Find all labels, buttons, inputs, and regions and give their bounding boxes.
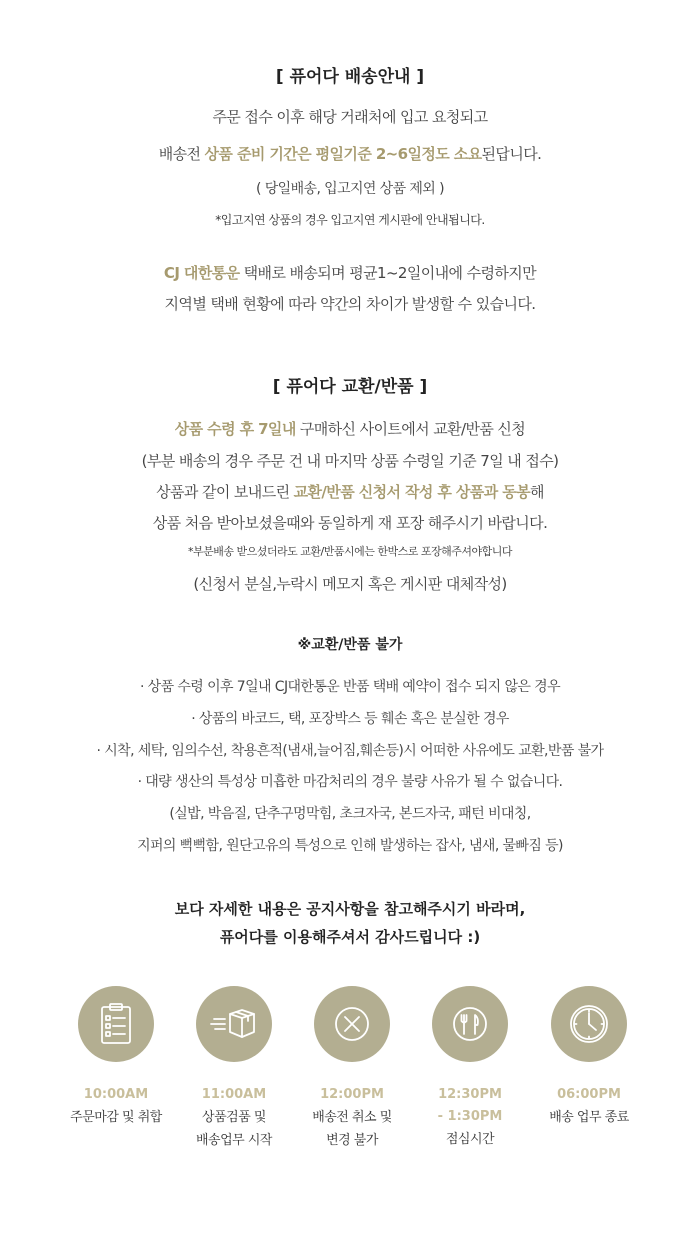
exchange-line-3: [0, 481, 700, 502]
exchange-line-3-post: 해: [529, 483, 544, 501]
exchange-line-2: (부분 배송의 경우 주문 건 내 마지막 상품 수령일 기준 7일 내 접수): [141, 452, 559, 470]
unavailable-title: ※교환/반품 불가: [297, 637, 403, 653]
delivery-note: *입고지연 상품의 경우 입고지연 게시판에 안내됩니다.: [215, 213, 485, 227]
schedule-label: 배송업무 시작: [196, 1133, 272, 1148]
schedule-label: 점심시간: [445, 1132, 495, 1147]
schedule-time: 11:00AM: [201, 1087, 267, 1102]
unavailable-item: 지퍼의 뻑뻑함, 원단고유의 특성으로 인해 발생하는 잡사, 냄새, 물빠짐 등): [137, 838, 563, 854]
schedule-item-end: [529, 986, 649, 1129]
schedule-item-lunch: [410, 986, 530, 1151]
clipboard-icon: [78, 986, 154, 1062]
schedule-label: 배송 업무 종료: [549, 1110, 629, 1125]
delivery-line-2-pre: 배송전: [158, 145, 205, 163]
delivery-line-2: [0, 143, 700, 164]
schedule-label: 변경 불가: [326, 1133, 378, 1148]
exchange-line-4: 상품 처음 받아보셨을때와 동일하게 재 포장 해주시기 바랍니다.: [152, 514, 548, 532]
schedule-item-cancel-deadline: [292, 986, 412, 1152]
delivery-line-2-post: 된답니다.: [481, 145, 542, 163]
exchange-line-1: [0, 418, 700, 439]
delivery-period-highlight: 상품 준비 기간은 평일기준 2~6일정도 소요: [204, 145, 482, 163]
delivery-line-3: ( 당일배송, 입고지연 상품 제외 ): [256, 181, 444, 197]
schedule-time-end: - 1:30PM: [437, 1109, 503, 1124]
closing-line-2: 퓨어다를 이용해주셔서 감사드립니다 :): [219, 928, 481, 946]
schedule-item-inspection: [174, 986, 294, 1152]
exchange-line-5: (신청서 분실,누락시 메모지 혹은 게시판 대체작성): [193, 575, 507, 593]
unavailable-item: · 상품 수령 이후 7일내 CJ대한통운 반품 택배 예약이 접수 되지 않은 경우: [139, 679, 560, 695]
exchange-title: [ 퓨어다 교환/반품 ]: [272, 377, 428, 397]
schedule-time: 10:00AM: [83, 1087, 149, 1102]
schedule-time: 06:00PM: [557, 1087, 621, 1102]
courier-highlight: CJ 대한통운: [163, 264, 240, 282]
cancel-icon: [314, 986, 390, 1062]
unavailable-item: · 시착, 세탁, 임의수선, 착용흔적(냄새,늘어짐,훼손등)시 어떠한 사유에도 교환,반품 불가: [96, 743, 604, 759]
clock-icon: [551, 986, 627, 1062]
delivery-line-1: 주문 접수 이후 해당 거래처에 입고 요청되고: [212, 108, 488, 126]
unavailable-item: · 대량 생산의 특성상 미흡한 마감처리의 경우 불량 사유가 될 수 없습니다.: [137, 774, 563, 790]
schedule-label: 배송전 취소 및: [312, 1110, 392, 1125]
exchange-note: *부분배송 받으셨더라도 교환/반품시에는 한박스로 포장해주셔야합니다: [188, 545, 512, 558]
schedule-timeline: [0, 986, 700, 1186]
schedule-time: 12:00PM: [320, 1087, 384, 1102]
exchange-line-1-post: 구매하신 사이트에서 교환/반품 신청: [295, 420, 526, 438]
delivery-line-4: [0, 262, 700, 283]
delivery-line-4-post: 택배로 배송되며 평균1~2일이내에 수령하지만: [239, 264, 537, 282]
schedule-time: 12:30PM: [438, 1087, 502, 1102]
exchange-period-highlight: 상품 수령 후 7일내: [174, 420, 296, 438]
unavailable-item: · 상품의 바코드, 택, 포장박스 등 훼손 혹은 분실한 경우: [191, 711, 509, 727]
exchange-form-highlight: 교환/반품 신청서 작성 후 상품과 동봉: [293, 483, 530, 501]
delivery-box-icon: [196, 986, 272, 1062]
schedule-label: 상품검품 및: [202, 1110, 266, 1125]
meal-icon: [432, 986, 508, 1062]
delivery-line-5: 지역별 택배 현황에 따라 약간의 차이가 발생할 수 있습니다.: [164, 295, 536, 313]
schedule-label: 주문마감 및 취합: [70, 1110, 162, 1125]
delivery-title: [ 퓨어다 배송안내 ]: [275, 67, 425, 87]
exchange-line-3-pre: 상품과 같이 보내드린: [156, 483, 294, 501]
closing-line-1: 보다 자세한 내용은 공지사항을 참고해주시기 바라며,: [174, 900, 526, 918]
schedule-item-order-close: [56, 986, 176, 1129]
unavailable-item: (실밥, 박음질, 단추구멍막힘, 초크자국, 본드자국, 패턴 비대칭,: [169, 806, 531, 822]
